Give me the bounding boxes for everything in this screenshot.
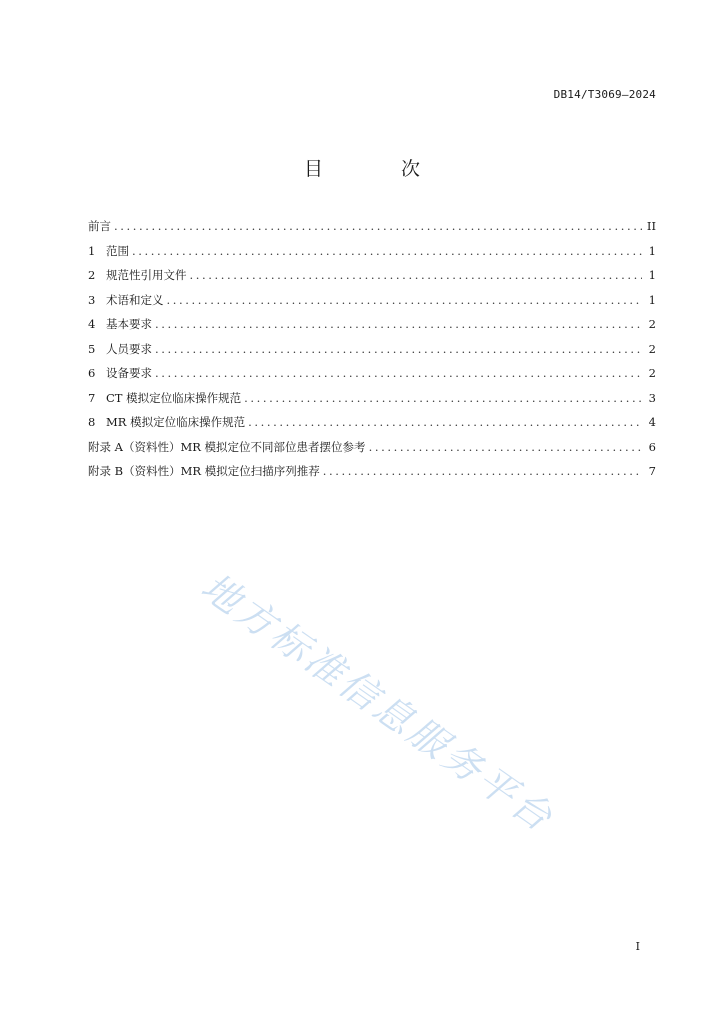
page-number: I [635, 940, 640, 953]
toc-entry-number: 6 [88, 366, 96, 380]
toc-entry-text: 设备要求 [106, 366, 152, 380]
page-title: 目 次 [303, 158, 457, 180]
toc-leader-dots [244, 391, 642, 405]
toc-entry-number: 8 [88, 415, 96, 429]
toc-entry-number: 2 [88, 268, 96, 282]
table-of-contents [88, 218, 656, 488]
toc-leader-dots [132, 244, 642, 258]
toc-entry-page: 1 [648, 292, 656, 307]
toc-entry-foreword[interactable] [88, 218, 656, 243]
toc-entry-6[interactable] [88, 365, 656, 390]
watermark: 地方标准信息服务平台 [193, 564, 563, 842]
toc-entry-page: 3 [648, 390, 656, 405]
toc-entry-text: 人员要求 [106, 341, 152, 356]
toc-entry-text: 附录 A（资料性）MR 模拟定位不同部位患者摆位参考 [88, 439, 366, 454]
toc-entry-text: MR 模拟定位临床操作规范 [106, 415, 246, 429]
toc-entry-number: 3 [88, 292, 96, 307]
toc-leader-dots [155, 342, 642, 356]
toc-entry-number: 7 [88, 390, 96, 405]
toc-leader-dots [114, 219, 642, 233]
toc-leader-dots [323, 464, 642, 478]
toc-leader-dots [167, 293, 643, 307]
toc-entry-page: 2 [648, 366, 656, 380]
toc-entry-page: II [646, 219, 656, 233]
toc-entry-text: 规范性引用文件 [106, 268, 187, 282]
toc-leader-dots [248, 415, 642, 429]
toc-entry-text: 术语和定义 [106, 292, 164, 307]
toc-entry-8[interactable] [88, 414, 656, 439]
toc-entry-text: 基本要求 [106, 317, 152, 331]
toc-entry-number: 5 [88, 341, 96, 356]
toc-entry-1[interactable] [88, 243, 656, 268]
toc-entry-page: 1 [648, 243, 656, 258]
toc-leader-dots [155, 366, 642, 380]
document-code: DB14/T3069—2024 [553, 88, 656, 101]
toc-entry-text: 范围 [106, 243, 129, 258]
toc-entry-page: 2 [648, 341, 656, 356]
toc-leader-dots [155, 317, 642, 331]
toc-entry-5[interactable] [88, 341, 656, 366]
toc-entry-page: 6 [648, 439, 656, 454]
toc-entry-2[interactable] [88, 267, 656, 292]
toc-entry-appendix-b[interactable] [88, 463, 656, 488]
toc-entry-text: CT 模拟定位临床操作规范 [106, 390, 242, 405]
toc-entry-4[interactable] [88, 316, 656, 341]
toc-entry-text: 附录 B（资料性）MR 模拟定位扫描序列推荐 [88, 464, 320, 478]
toc-entry-number: 4 [88, 317, 96, 331]
toc-leader-dots [190, 268, 643, 282]
toc-entry-page: 2 [648, 317, 656, 331]
toc-entry-7[interactable] [88, 390, 656, 415]
toc-entry-page: 1 [648, 268, 656, 282]
toc-entry-page: 4 [648, 415, 656, 429]
toc-entry-appendix-a[interactable] [88, 439, 656, 464]
toc-leader-dots [369, 440, 642, 454]
toc-entry-3[interactable] [88, 292, 656, 317]
toc-entry-text: 前言 [88, 219, 111, 233]
toc-entry-page: 7 [648, 464, 656, 478]
toc-entry-number: 1 [88, 243, 96, 258]
